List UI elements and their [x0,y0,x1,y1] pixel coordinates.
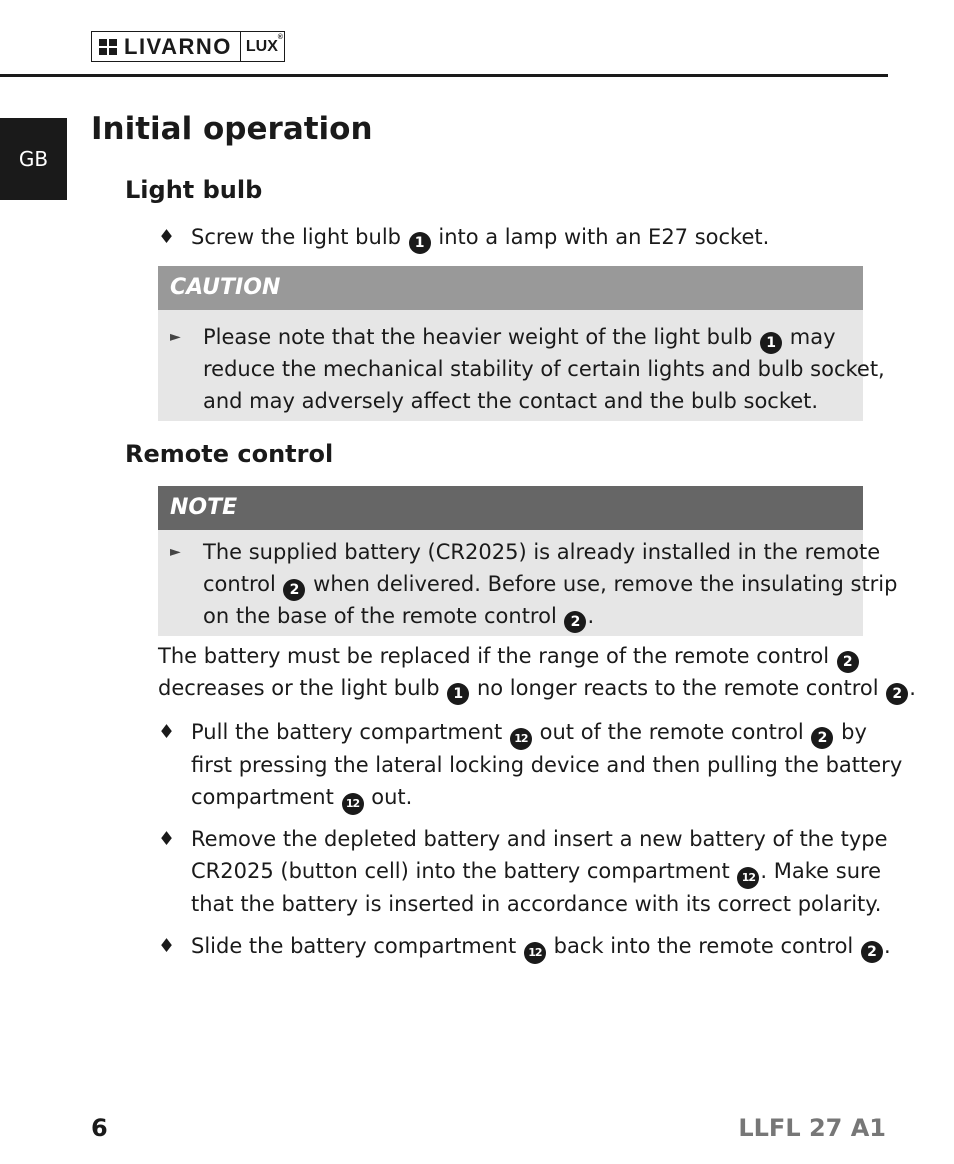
ref-number-icon: 2 [861,941,883,963]
caution-line: may [789,325,836,349]
remote-step-3 [191,931,891,964]
ref-number-icon: 2 [837,651,859,673]
step-line: out. [371,784,413,809]
page-title: Initial operation [91,111,373,147]
step-line: . Make sure [760,858,882,883]
language-tab [0,118,67,200]
bullet-icon: ♦ [158,935,176,957]
step-line: CR2025 (button cell) into the battery compartment [191,858,730,883]
model-number: LLFL 27 A1 [738,1114,886,1142]
step-line: by [841,720,867,744]
remote-step-1 [191,717,902,815]
brand-logo-main [91,31,241,62]
arrow-icon: ► [170,544,181,560]
caution-header [158,266,863,310]
step-line: . [883,934,891,958]
caution-text [203,322,885,417]
note-line: The supplied battery (CR2025) is already installed in the remote [203,540,881,564]
brand-name: LIVARNO [124,33,232,59]
step-line: Slide the battery compartment [191,934,517,958]
step-line: first pressing the lateral locking device and then pulling the battery [191,753,903,777]
step-text: into a lamp with an E27 socket. [438,225,770,249]
step-line: out of the remote control [539,720,804,744]
bullet-icon: ♦ [158,828,176,850]
remote-step-2 [191,824,888,920]
intro-line: The battery must be replaced if the range of the remote control [158,644,830,668]
ref-number-icon: 12 [342,793,364,815]
brand-suffix [241,31,285,62]
step-line: back into the remote control [553,934,854,958]
intro-line: decreases or the light bulb [158,676,440,700]
note-line: . [587,603,595,628]
ref-number-icon: 12 [510,728,532,750]
language-tab-label: GB [18,147,49,171]
step-line: Pull the battery compartment [191,720,503,744]
light-bulb-step [191,222,769,254]
brand-logo [91,31,285,62]
arrow-icon: ► [170,329,181,345]
step-line: Remove the depleted battery and insert a new battery of the type [191,827,888,851]
note-text [203,537,897,633]
caution-label: CAUTION [170,275,281,300]
header-divider [0,74,888,77]
caution-line: Please note that the heavier weight of the light bulb [203,325,753,349]
ref-number-icon: 2 [811,727,833,749]
registered-mark-icon: ® [277,34,283,41]
ref-number-icon: 12 [737,867,759,889]
step-line: compartment [191,784,334,809]
ref-number-icon: 2 [564,611,586,633]
ref-number-icon: 1 [409,232,431,254]
ref-number-icon: 1 [447,683,469,705]
ref-number-icon: 12 [524,942,546,964]
section-heading-light-bulb: Light bulb [125,176,263,204]
ref-number-icon: 2 [886,683,908,705]
ref-number-icon: 2 [283,579,305,601]
ref-number-icon: 1 [760,332,782,354]
battery-intro-text [158,641,916,705]
caution-line: reduce the mechanical stability of certain lights and bulb socket, [203,357,885,381]
note-line: on the base of the remote control [203,603,557,628]
section-heading-remote-control: Remote control [125,440,334,468]
note-line: control [203,571,276,596]
step-text: Screw the light bulb [191,225,401,249]
bullet-icon: ♦ [158,721,176,743]
page-number: 6 [91,1114,108,1142]
note-header [158,486,863,530]
note-label: NOTE [170,495,238,520]
note-line: when delivered. Before use, remove the insulating strip [313,571,898,596]
bullet-icon: ♦ [158,226,176,248]
intro-line: no longer reacts to the remote control [476,676,879,700]
caution-line: and may adversely affect the contact and the bulb socket. [203,388,819,413]
step-line: that the battery is inserted in accordance with its correct polarity. [191,891,882,916]
brand-suffix-text: LUX [245,37,278,55]
brand-mark-icon [99,39,117,55]
intro-line: . [909,676,916,700]
